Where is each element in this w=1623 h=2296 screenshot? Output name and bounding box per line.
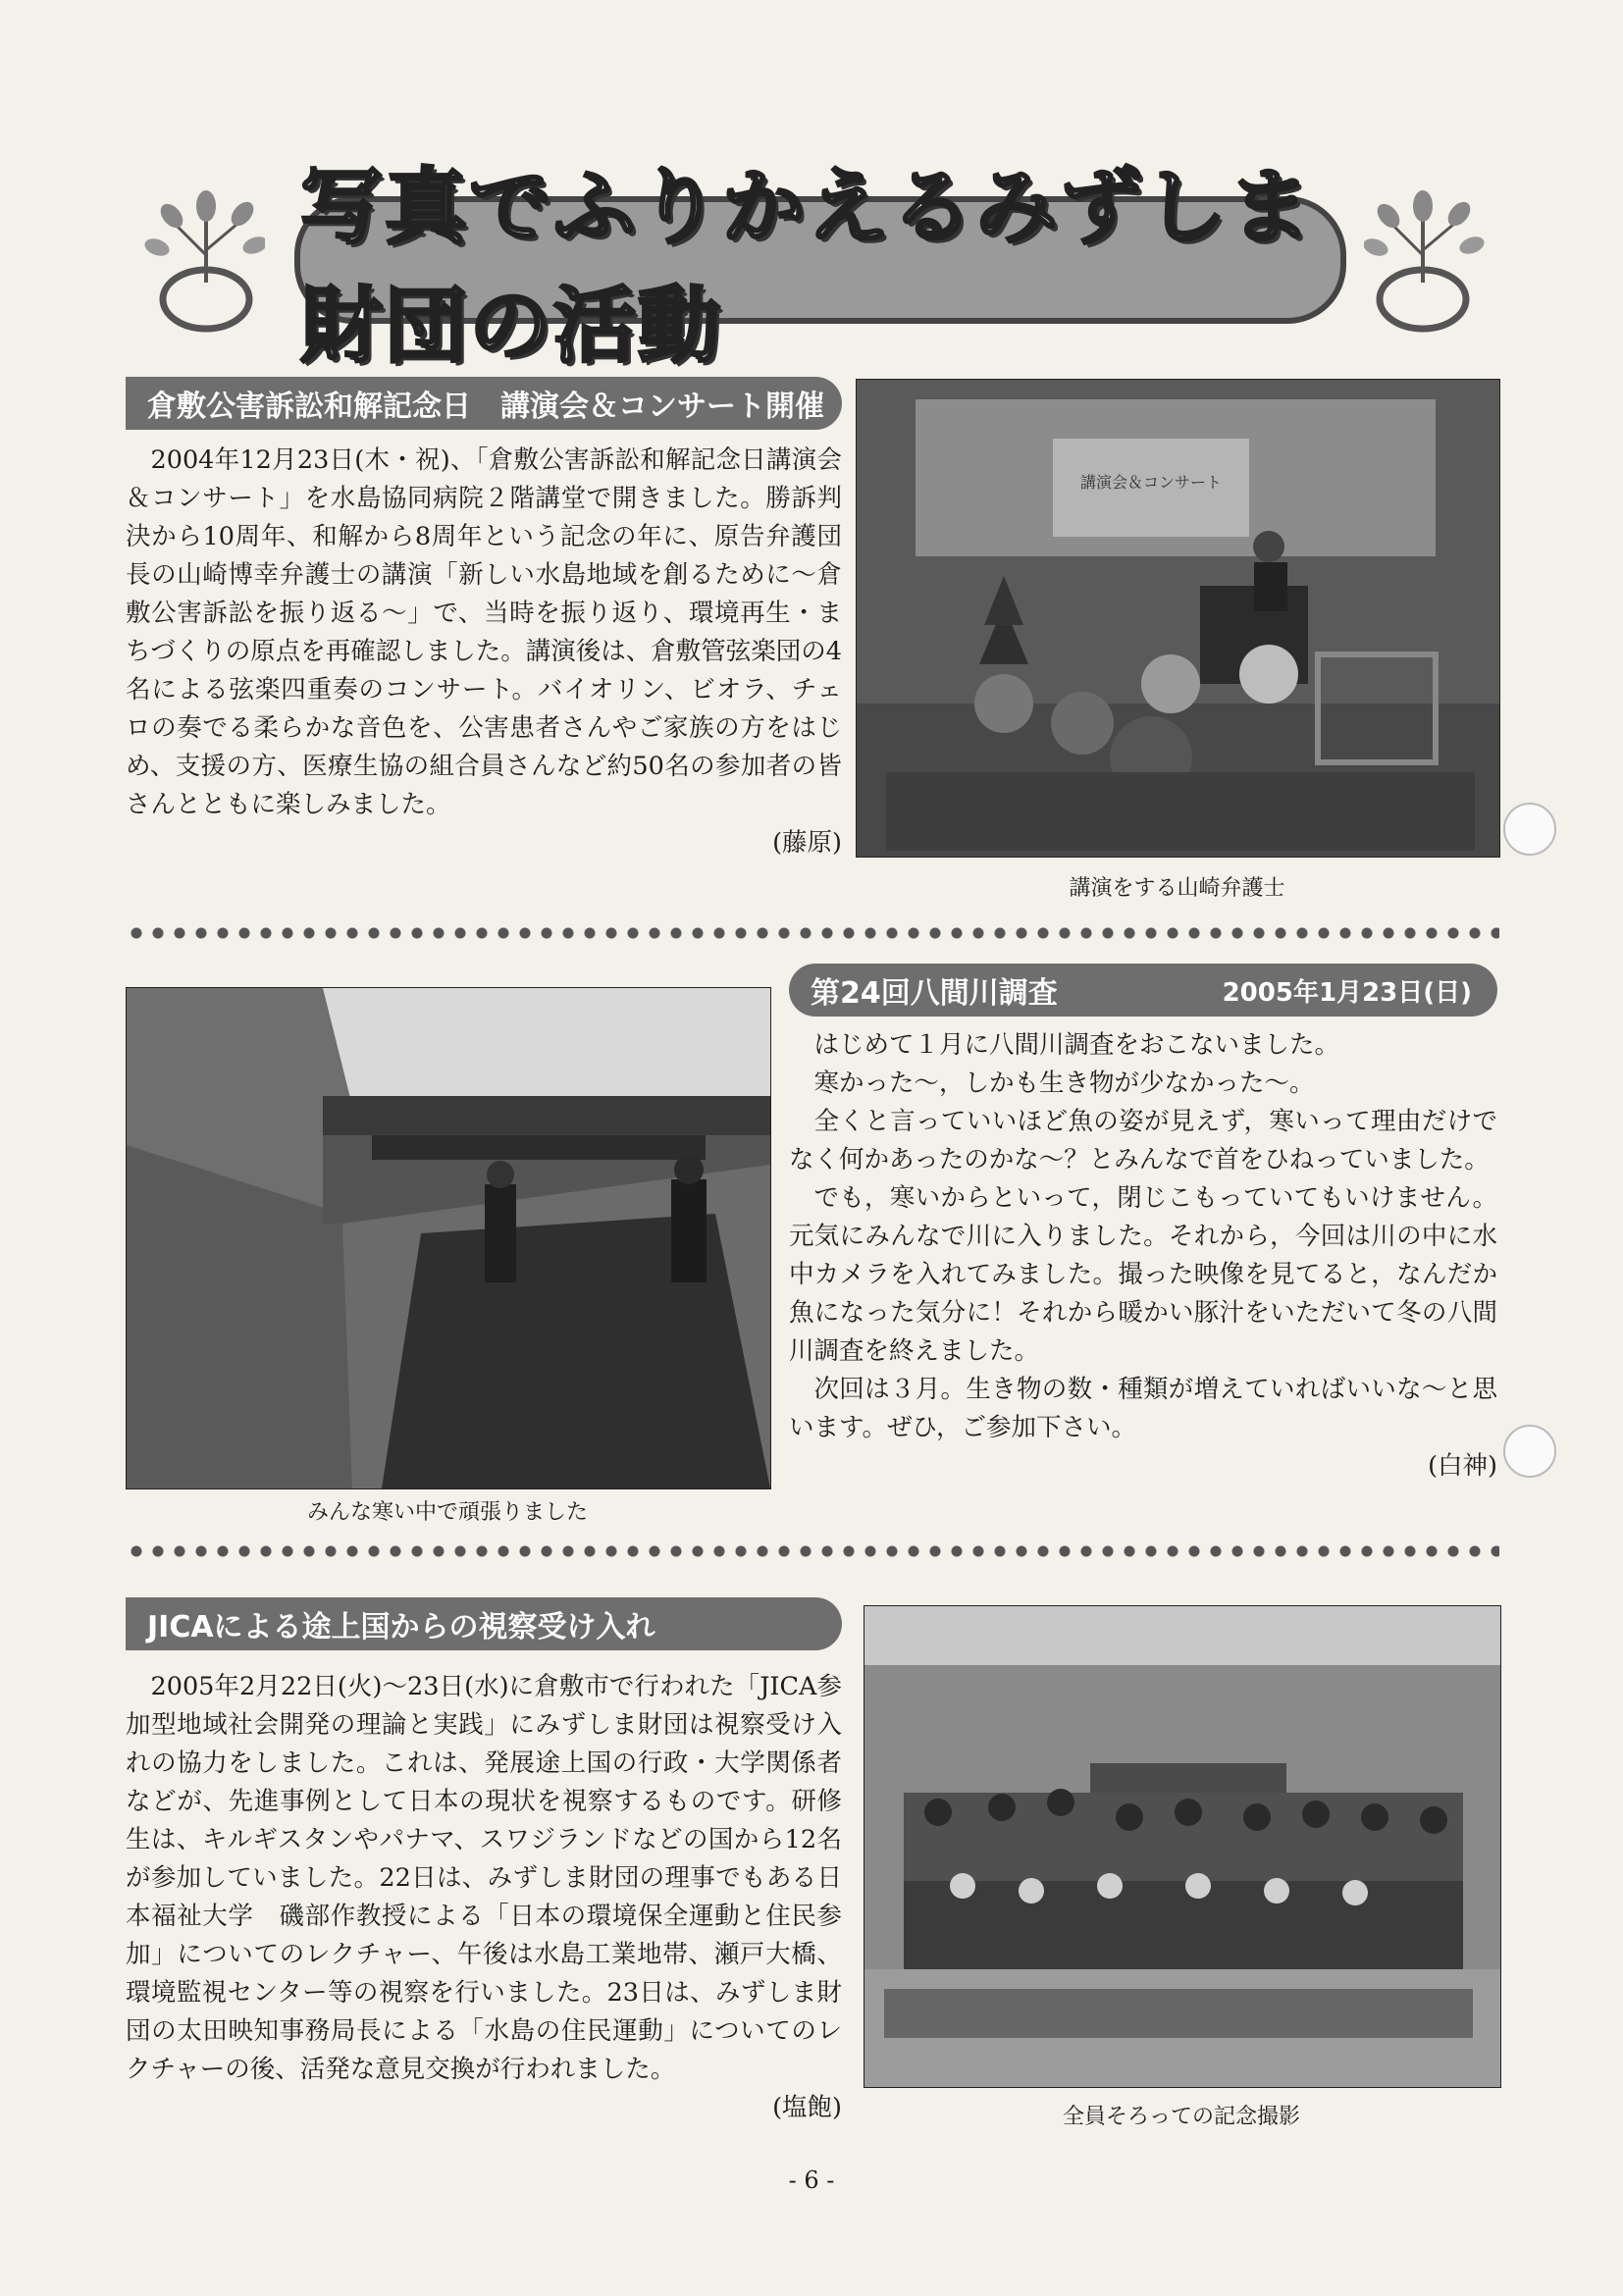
article-paragraph: 寒かった～，しかも生き物が少なかった～。 — [813, 1069, 1315, 1098]
river-photo-image — [127, 988, 770, 1488]
section-heading-jica — [126, 1597, 842, 1650]
punch-hole — [1503, 803, 1556, 856]
page-header — [128, 159, 1501, 374]
leaf-ornament-icon — [128, 167, 265, 334]
photo-caption: 講演をする山崎弁護士 — [1069, 876, 1285, 901]
leaf-ornament-icon — [1364, 167, 1501, 334]
screen-text: 講演会＆コンサート — [1079, 473, 1223, 492]
photo-caption: みんな寒い中で頑張りました — [306, 1500, 588, 1525]
author-signature: (白神) — [1428, 1451, 1497, 1481]
article-paragraph: 全くと言っていいほど魚の姿が見えず，寒いって理由だけでなく何かあったのかな～？とみんなで首をひねっていました。 — [789, 1107, 1497, 1174]
photo-caption: 全員そろっての記念撮影 — [1062, 2105, 1300, 2129]
section-heading-text: 倉敷公害訴訟和解記念日 講演会＆コンサート開催 — [147, 390, 824, 424]
lecture-photo-image — [857, 380, 1499, 857]
section-body-river — [789, 1026, 1497, 1486]
section-heading-text: 第24回八間川調査 — [811, 976, 1058, 1011]
section-heading-river — [789, 964, 1497, 1017]
dotted-divider — [126, 1544, 1499, 1558]
section-date: 2005年1月23日(日) — [1222, 977, 1472, 1008]
lecture-photo — [856, 379, 1500, 858]
section-heading-lecture — [126, 377, 842, 430]
article-paragraph: 2005年2月22日(火)～23日(水)に倉敷市で行われた「JICA参加型地域社会開発の理論と実践」にみずしま財団は視察受け入れの協力をしました。これは、発展途上国の行政・大学関係者などが、先進事例として日本の現状を視察するものです。研修生は、キルギスタンやパナマ、スワジランドなどの国から12名が参加していました。22日は、みずしま財団の理事でもある日本福祉大学 磯部作教授による「日本の環境保全運動と住民参加」についてのレクチャー、午後は水島工業地帯、瀬戸大橋、環境監視センター等の視察を行いました。23日は、みずしま財団の太田映知事務局長による「水島の住民運動」についてのレクチャーの後、活発な意見交換が行われました。 — [126, 1672, 842, 2084]
article-paragraph: 2004年12月23日(木・祝)、「倉敷公害訴訟和解記念日講演会＆コンサート」を水島協同病院２階講堂で開きました。勝訴判決から10周年、和解から8周年という記念の年に、原告弁護団長の山崎博幸弁護士の講演「新しい水島地域を創るために～倉敷公害訴訟を振り返る～」で、当時を振り返り、環境再生・まちづくりの原点を再確認しました。講演後は、倉敷管弦楽団の4名による弦楽四重奏のコンサート。バイオリン、ビオラ、チェロの奏でる柔らかな音色を、公害患者さんやご家族の方をはじめ、支援の方、医療生協の組合員さんなど約50名の参加者の皆さんとともに楽しみました。 — [126, 445, 842, 819]
section-body-lecture — [126, 442, 842, 862]
article-paragraph: 次回は３月。生き物の数・種類が増えていればいいな～と思います。ぜひ，ご参加下さい。 — [789, 1375, 1497, 1442]
section-body-jica — [126, 1668, 842, 2127]
page-number: - 6 - — [788, 2166, 835, 2194]
river-survey-photo — [126, 987, 771, 1489]
author-signature: (塩飽) — [772, 2093, 842, 2122]
group-photo — [864, 1605, 1501, 2088]
page-title-banner — [294, 159, 1346, 374]
author-signature: (藤原) — [772, 828, 842, 858]
article-paragraph: はじめて１月に八間川調査をおこないました。 — [813, 1030, 1340, 1060]
section-heading-text: JICAによる途上国からの視察受け入れ — [147, 1610, 655, 1644]
group-photo-image — [864, 1606, 1500, 2087]
dotted-divider — [126, 926, 1499, 940]
article-paragraph: でも，寒いからといって，閉じこもっていてもいけません。元気にみんなで川に入りました。それから，今回は川の中に水中カメラを入れてみました。撮った映像を見てると，なんだか魚になった気分に！それから暖かい豚汁をいただいて冬の八間川調査を終えました。 — [789, 1183, 1497, 1366]
page-title: 写真でふりかえるみずしま財団の活動 — [300, 159, 1314, 374]
punch-hole — [1503, 1425, 1556, 1478]
